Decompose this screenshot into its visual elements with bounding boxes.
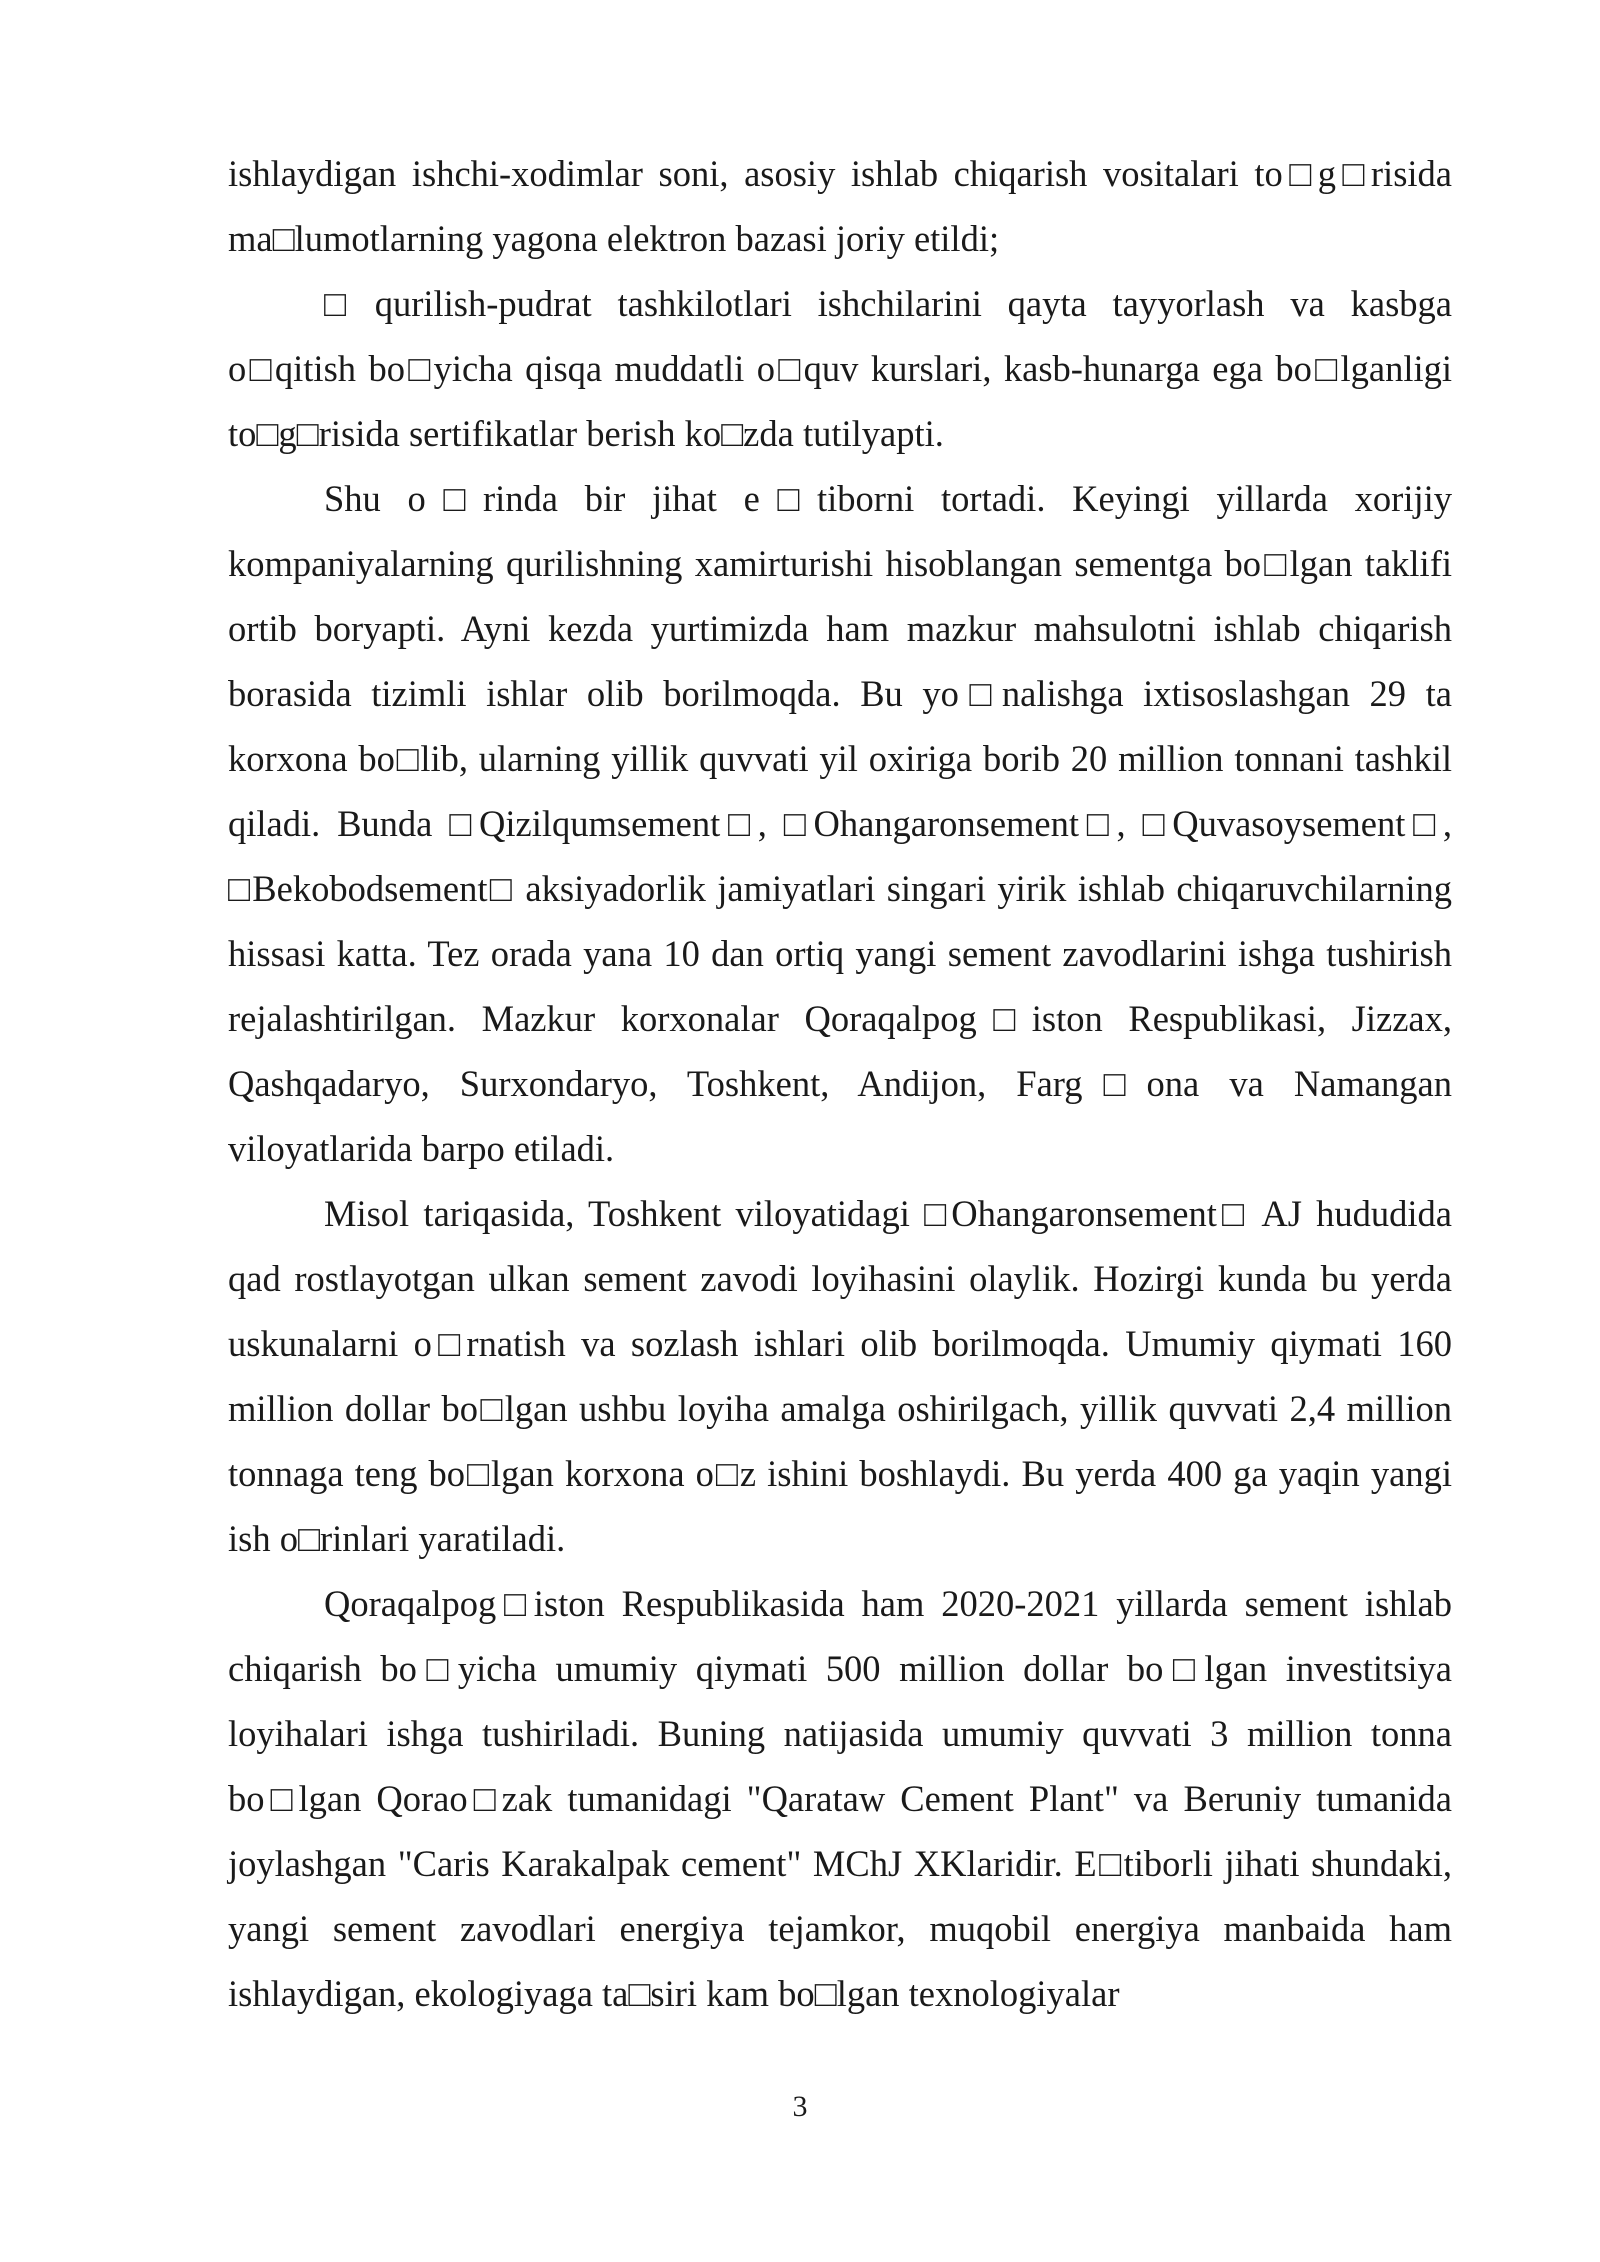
paragraph-ohangaron-example: Misol tariqasida, Toshkent viloyatidagi □Ohangaronsement□ AJ hududida qad rostlayotgan ulkan sement zavodi loyihasini olaylik. Hozirgi kunda bu yerda uskunalarni o□rnatish va sozlash ishlari olib borilmoqda. Umumiy qiymati 160 million dollar bo□lgan ushbu loyiha amalga oshirilgach, yillik quvvati 2,4 million tonnaga teng bo□lgan korxona o□z ishini boshlaydi. Bu yerda 400 ga yaqin yangi ish o□rinlari yaratiladi.	[228, 1193, 1452, 1559]
bullet-glyph-icon: □	[324, 283, 363, 324]
bullet-item-text: qurilish-pudrat tashkilotlari ishchilarini qayta tayyorlash va kasbga o□qitish bo□yicha qisqa muddatli o□quv kurslari, kasb-hunarga ega bo□lganligi to□g□risida sertifikatlar berish ko□zda tutilyapti.	[228, 283, 1452, 454]
bullet-item	[228, 271, 1452, 466]
paragraph-cement-demand: Shu o□rinda bir jihat e□tiborni tortadi. Keyingi yillarda xorijiy kompaniyalarning qurilishning xamirturishi hisoblangan sementga bo□lgan taklifi ortib boryapti. Ayni kezda yurtimizda ham mazkur mahsulotni ishlab chiqarish borasida tizimli ishlar olib borilmoqda. Bu yo□nalishga ixtisoslashgan 29 ta korxona bo□lib, ularning yillik quvvati yil oxiriga borib 20 million tonnani tashkil qiladi. Bunda □Qizilqumsement□, □Ohangaronsement□, □Quvasoysement□, □Bekobodsement□ aksiyadorlik jamiyatlari singari yirik ishlab chiqaruvchilarning hissasi katta. Tez orada yana 10 dan ortiq yangi sement zavodlarini ishga tushirish rejalashtirilgan. Mazkur korxonalar Qoraqalpog□iston Respublikasi, Jizzax, Qashqadaryo, Surxondaryo, Toshkent, Andijon, Farg□ona va Namangan viloyatlarida barpo etiladi.	[228, 478, 1452, 1169]
paragraph-karakalpakstan: Qoraqalpog□iston Respublikasida ham 2020-2021 yillarda sement ishlab chiqarish bo□yicha umumiy qiymati 500 million dollar bo□lgan investitsiya loyihalari ishga tushiriladi. Buning natijasida umumiy quvvati 3 million tonna bo□lgan Qorao□zak tumanidagi "Qarataw Cement Plant" va Beruniy tumanida joylashgan "Caris Karakalpak cement" MChJ XKlaridir. E□tiborli jihati shundaki, yangi sement zavodlari energiya tejamkor, muqobil energiya manbaida ham ishlaydigan, ekologiyaga ta□siri kam bo□lgan texnologiyalar	[228, 1583, 1452, 2014]
paragraph-continuation: ishlaydigan ishchi-xodimlar soni, asosiy ishlab chiqarish vositalari to□g□risida ma□lumotlarning yagona elektron bazasi joriy etildi;	[228, 153, 1452, 259]
document-body	[228, 141, 1452, 2026]
page-number: 3	[792, 2090, 808, 2123]
